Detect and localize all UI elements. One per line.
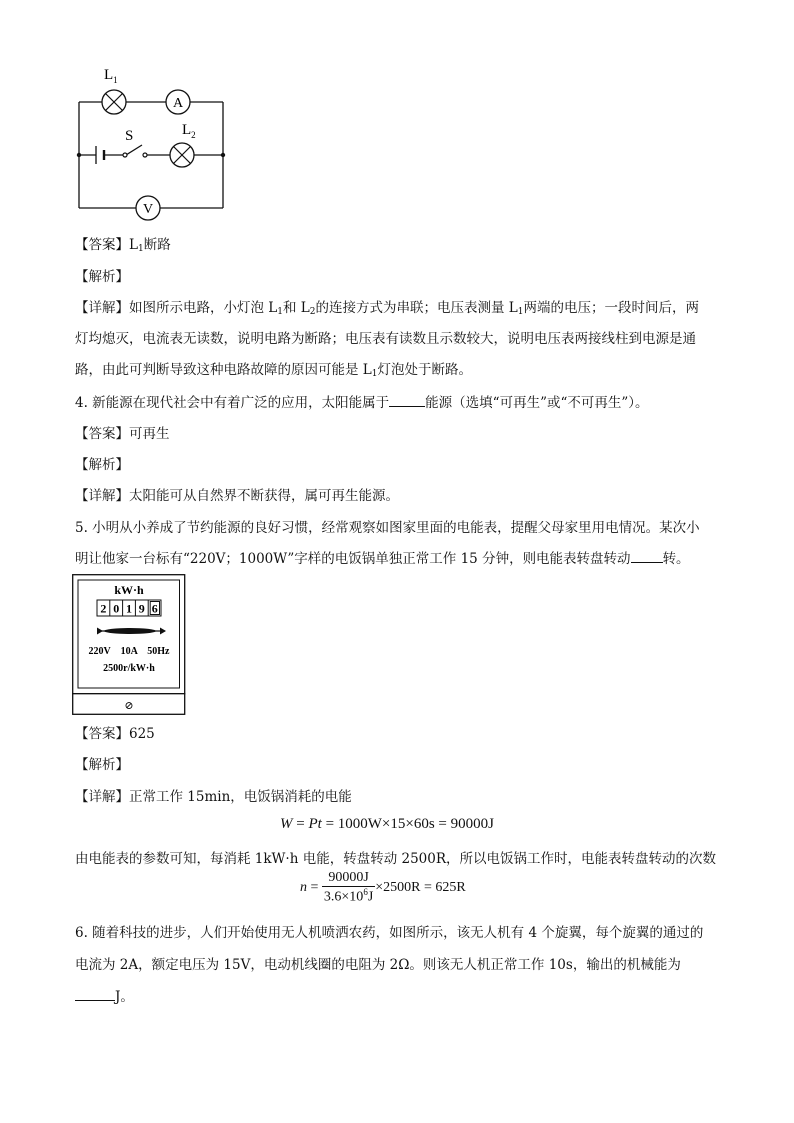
meter-digit-4: 9: [138, 601, 145, 616]
meter-bottom-symbol: ⊘: [124, 700, 134, 712]
q4-question: 4. 新能源在现代社会中有着广泛的应用，太阳能属于 能源（选填“可再生”或“不可再生”）。: [75, 391, 649, 411]
q5-question-line-2: 明让他家一台标有“220V；1000W”字样的电饭锅单独正常工作 15 分钟，则电能表转盘转动 转。: [75, 547, 690, 567]
lamp-l1: [102, 90, 126, 114]
equation-energy: W = Pt = 1000W×15×60s = 90000J: [280, 816, 494, 832]
equation-rotations: n = $\frac{90000J}{3.6\times 10^6J}$ ×2500R = 625R: [300, 870, 466, 905]
q6-question-line-1: 6. 随着科技的进步，人们开始使用无人机喷洒农药，如图所示，该无人机有 4 个旋翼，每个旋翼的通过的: [75, 925, 704, 941]
junction-left: [77, 153, 81, 157]
q5-analysis-tag: 【解析】: [75, 757, 129, 773]
meter-digit-3: 1: [126, 601, 132, 616]
q5-detail-line-2: 由电能表的参数可知，每消耗 1kW·h 电能，转盘转动 2500R，所以电饭锅工作时，电能表转盘转动的次数: [75, 851, 717, 867]
q3-detail-line-1: 【详解】如图所示电路，小灯泡 $L_1$和 $L_2$的连接方式为串联；电压表测量 $L_1$两端的电压；一段时间后，两: [75, 300, 699, 317]
l2-label: $L_2$: [182, 122, 196, 140]
meter-digit-2: 0: [113, 601, 120, 616]
electric-meter: [72, 574, 186, 716]
q6-answer-blank: [75, 987, 115, 1002]
l1-label: $L_1$: [104, 67, 118, 85]
q5-answer-blank: [631, 549, 663, 564]
q3-detail-line-2: 灯均熄灭，电流表无读数，说明电路为断路；电压表有读数且示数较大，说明电压表两接线柱到电源是通: [75, 331, 696, 347]
ammeter-label: A: [172, 96, 184, 111]
q4-detail: 【详解】太阳能可从自然界不断获得，属可再生能源。: [75, 488, 399, 504]
q5-answer: 【答案】625: [75, 726, 155, 742]
meter-digit-5: 6: [151, 601, 158, 616]
q3-analysis-tag: 【解析】: [75, 269, 129, 285]
lamp-l2: [170, 143, 194, 167]
q3-answer: 【答案】$L_1$断路: [75, 237, 171, 254]
q6-question-line-2: 电流为 2A，额定电压为 15V，电动机线圈的电阻为 2Ω。则该无人机正常工作 10s，输出的机械能为: [75, 957, 681, 973]
q3-detail-line-3: 路，由此可判断导致这种电路故障的原因可能是 $L_1$灯泡处于断路。: [75, 362, 472, 379]
q4-analysis-tag: 【解析】: [75, 457, 129, 473]
circuit-diagram: [70, 60, 235, 225]
q4-answer: 【答案】可再生: [75, 426, 170, 442]
switch-label: S: [125, 128, 134, 144]
meter-rate: 2500r/kW·h: [103, 663, 155, 674]
q5-detail-line-1: 【详解】正常工作 15min，电饭锅消耗的电能: [75, 789, 352, 805]
q5-question-line-1: 5. 小明从小养成了节约能源的良好习惯，经常观察如图家里面的电能表，提醒父母家里用电情况。某次小: [75, 520, 700, 536]
junction-right: [221, 153, 225, 157]
meter-unit: kW·h: [114, 583, 144, 597]
switch-contact-right: [143, 153, 147, 157]
switch-contact-left: [123, 153, 127, 157]
meter-digit-1: 2: [100, 601, 107, 616]
meter-spec: 220V 10A 50Hz: [88, 646, 170, 657]
q4-answer-blank: [389, 393, 425, 408]
equation-fraction: $\frac{90000J}{3.6\times 10^6J}$: [323, 870, 374, 905]
voltmeter-label: V: [142, 202, 154, 217]
q6-question-line-3: J。: [75, 985, 134, 1005]
